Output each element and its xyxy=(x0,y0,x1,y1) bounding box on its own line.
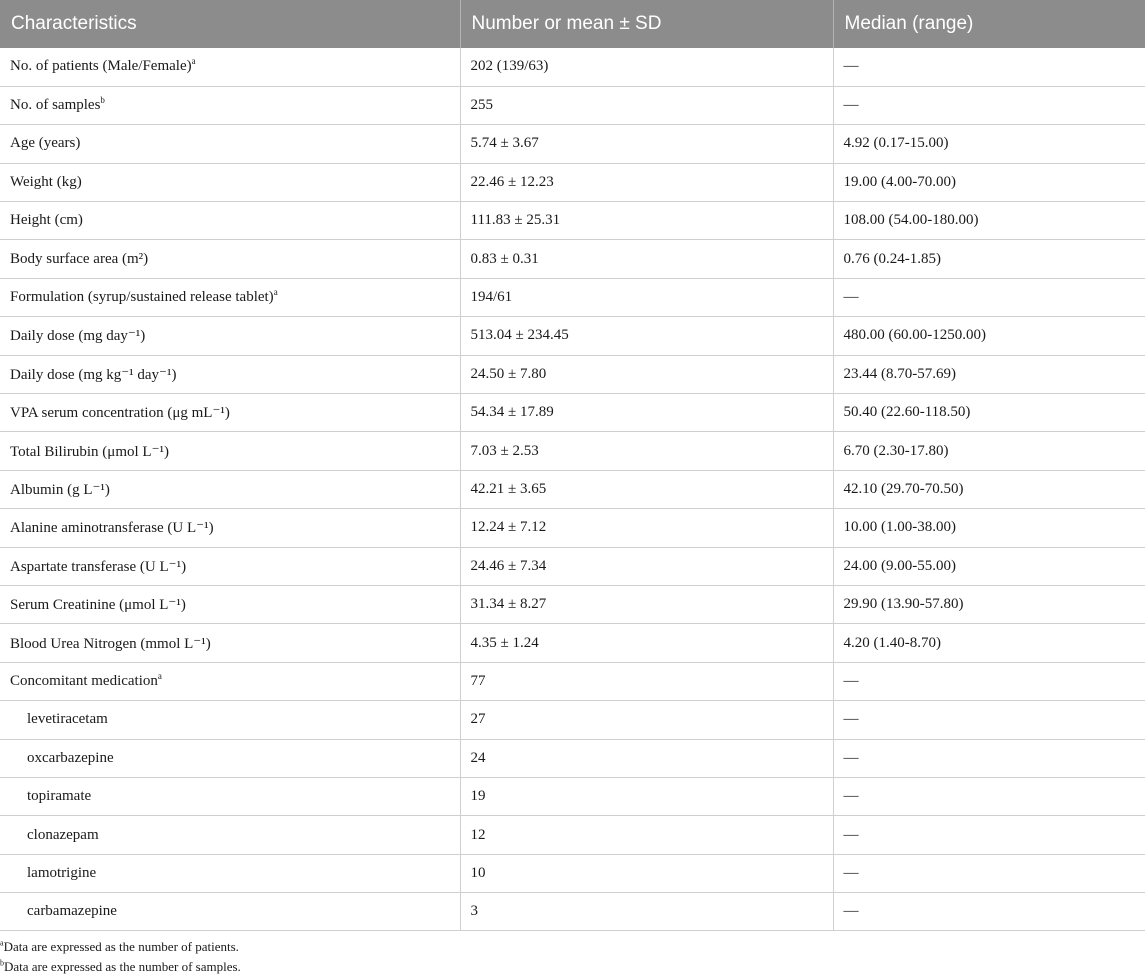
table-row xyxy=(0,278,1145,316)
footnote-marker: a xyxy=(191,56,196,67)
row-number-or-mean: 10 xyxy=(460,854,833,892)
table-row xyxy=(0,816,1145,854)
row-characteristic-label: levetiracetam xyxy=(27,711,108,728)
row-characteristic-label: Weight (kg) xyxy=(10,173,82,190)
row-median-range: — xyxy=(833,777,1145,815)
row-characteristic-label: topiramate xyxy=(27,788,92,805)
row-number-or-mean: 19 xyxy=(460,777,833,815)
row-characteristic xyxy=(0,240,460,278)
header-median-range: Median (range) xyxy=(833,0,1145,48)
row-characteristic-label: Total Bilirubin (μmol L⁻¹) xyxy=(10,443,169,460)
row-number-or-mean: 77 xyxy=(460,662,833,700)
row-characteristic xyxy=(0,854,460,892)
table-row xyxy=(0,355,1145,393)
table-row xyxy=(0,585,1145,623)
row-characteristic xyxy=(0,278,460,316)
table-row xyxy=(0,854,1145,892)
row-number-or-mean: 27 xyxy=(460,701,833,739)
footnote-marker: a xyxy=(273,287,278,298)
footnote-text: Data are expressed as the number of patients. xyxy=(3,939,239,954)
row-number-or-mean: 0.83 ± 0.31 xyxy=(460,240,833,278)
row-characteristic xyxy=(0,202,460,240)
row-median-range: — xyxy=(833,662,1145,700)
row-median-range: 50.40 (22.60-118.50) xyxy=(833,394,1145,432)
row-characteristic-label: Body surface area (m²) xyxy=(10,250,149,267)
row-characteristic-label: Alanine aminotransferase (U L⁻¹) xyxy=(10,520,214,537)
row-characteristic xyxy=(0,739,460,777)
row-number-or-mean: 42.21 ± 3.65 xyxy=(460,470,833,508)
row-number-or-mean: 194/61 xyxy=(460,278,833,316)
row-number-or-mean: 202 (139/63) xyxy=(460,48,833,86)
row-characteristic xyxy=(0,585,460,623)
row-median-range: — xyxy=(833,893,1145,931)
row-characteristic-label: Daily dose (mg day⁻¹) xyxy=(10,328,146,345)
table-row xyxy=(0,48,1145,86)
row-characteristic xyxy=(0,509,460,547)
row-number-or-mean: 5.74 ± 3.67 xyxy=(460,125,833,163)
table-row xyxy=(0,317,1145,355)
row-number-or-mean: 12.24 ± 7.12 xyxy=(460,509,833,547)
footnote-marker: b xyxy=(100,95,105,106)
table-footnotes xyxy=(0,937,1145,977)
row-median-range: 480.00 (60.00-1250.00) xyxy=(833,317,1145,355)
row-median-range: — xyxy=(833,701,1145,739)
row-characteristic xyxy=(0,125,460,163)
table-row xyxy=(0,125,1145,163)
row-median-range: 19.00 (4.00-70.00) xyxy=(833,163,1145,201)
row-characteristic xyxy=(0,701,460,739)
table-row xyxy=(0,701,1145,739)
row-number-or-mean: 54.34 ± 17.89 xyxy=(460,394,833,432)
row-median-range: 108.00 (54.00-180.00) xyxy=(833,202,1145,240)
row-characteristic xyxy=(0,355,460,393)
row-median-range: 4.20 (1.40-8.70) xyxy=(833,624,1145,662)
row-characteristic-label: Albumin (g L⁻¹) xyxy=(10,481,110,498)
table-row xyxy=(0,394,1145,432)
table-row xyxy=(0,163,1145,201)
table-row xyxy=(0,86,1145,124)
table-row xyxy=(0,470,1145,508)
row-characteristic xyxy=(0,893,460,931)
table-body xyxy=(0,48,1145,931)
table-row xyxy=(0,240,1145,278)
table-row xyxy=(0,202,1145,240)
table-row xyxy=(0,739,1145,777)
header-characteristics: Characteristics xyxy=(0,0,460,48)
row-characteristic-label: No. of patients (Male/Female) xyxy=(10,58,192,75)
row-characteristic xyxy=(0,470,460,508)
row-characteristic xyxy=(0,48,460,86)
row-characteristic-label: Height (cm) xyxy=(10,212,83,229)
footnote xyxy=(0,937,1145,957)
row-number-or-mean: 111.83 ± 25.31 xyxy=(460,202,833,240)
table-row xyxy=(0,624,1145,662)
row-number-or-mean: 31.34 ± 8.27 xyxy=(460,585,833,623)
row-characteristic xyxy=(0,317,460,355)
row-median-range: 29.90 (13.90-57.80) xyxy=(833,585,1145,623)
row-characteristic xyxy=(0,777,460,815)
row-characteristic-label: lamotrigine xyxy=(27,864,97,881)
table-header-row xyxy=(0,0,1145,48)
row-median-range: 10.00 (1.00-38.00) xyxy=(833,509,1145,547)
table-row xyxy=(0,893,1145,931)
table-row xyxy=(0,509,1145,547)
row-characteristic xyxy=(0,86,460,124)
table-row xyxy=(0,547,1145,585)
table-row xyxy=(0,777,1145,815)
row-characteristic xyxy=(0,163,460,201)
row-characteristic xyxy=(0,394,460,432)
row-characteristic-label: Aspartate transferase (U L⁻¹) xyxy=(10,558,187,575)
row-median-range: 24.00 (9.00-55.00) xyxy=(833,547,1145,585)
row-median-range: 42.10 (29.70-70.50) xyxy=(833,470,1145,508)
row-characteristic xyxy=(0,432,460,470)
row-characteristic-label: No. of samples xyxy=(10,97,101,114)
row-number-or-mean: 513.04 ± 234.45 xyxy=(460,317,833,355)
row-characteristic xyxy=(0,662,460,700)
row-median-range: 0.76 (0.24-1.85) xyxy=(833,240,1145,278)
table-row xyxy=(0,432,1145,470)
row-characteristic-label: Formulation (syrup/sustained release tablet) xyxy=(10,289,274,306)
row-number-or-mean: 24.46 ± 7.34 xyxy=(460,547,833,585)
row-number-or-mean: 4.35 ± 1.24 xyxy=(460,624,833,662)
row-characteristic-label: oxcarbazepine xyxy=(27,749,114,766)
row-median-range: — xyxy=(833,48,1145,86)
row-characteristic-label: VPA serum concentration (μg mL⁻¹) xyxy=(10,405,230,422)
row-median-range: 6.70 (2.30-17.80) xyxy=(833,432,1145,470)
row-median-range: 4.92 (0.17-15.00) xyxy=(833,125,1145,163)
row-number-or-mean: 7.03 ± 2.53 xyxy=(460,432,833,470)
footnote-text: Data are expressed as the number of samples. xyxy=(4,959,241,974)
row-number-or-mean: 24 xyxy=(460,739,833,777)
row-median-range: — xyxy=(833,854,1145,892)
row-characteristic-label: Serum Creatinine (μmol L⁻¹) xyxy=(10,597,186,614)
footnote xyxy=(0,957,1145,977)
row-median-range: — xyxy=(833,739,1145,777)
header-number-mean-sd: Number or mean ± SD xyxy=(460,0,833,48)
row-characteristic-label: Blood Urea Nitrogen (mmol L⁻¹) xyxy=(10,635,211,652)
footnote-mark: a xyxy=(0,938,4,948)
row-characteristic-label: clonazepam xyxy=(27,826,99,843)
row-number-or-mean: 255 xyxy=(460,86,833,124)
row-number-or-mean: 24.50 ± 7.80 xyxy=(460,355,833,393)
row-characteristic-label: carbamazepine xyxy=(27,903,117,920)
row-number-or-mean: 12 xyxy=(460,816,833,854)
row-characteristic xyxy=(0,624,460,662)
row-median-range: 23.44 (8.70-57.69) xyxy=(833,355,1145,393)
row-characteristic-label: Daily dose (mg kg⁻¹ day⁻¹) xyxy=(10,366,177,383)
footnote-marker: a xyxy=(157,670,162,681)
row-characteristic xyxy=(0,816,460,854)
footnote-mark: b xyxy=(0,958,4,968)
row-median-range: — xyxy=(833,86,1145,124)
row-median-range: — xyxy=(833,816,1145,854)
table-row xyxy=(0,662,1145,700)
row-characteristic xyxy=(0,547,460,585)
row-characteristic-label: Concomitant medication xyxy=(10,672,158,689)
row-characteristic-label: Age (years) xyxy=(10,135,81,152)
row-number-or-mean: 3 xyxy=(460,893,833,931)
row-median-range: — xyxy=(833,278,1145,316)
row-number-or-mean: 22.46 ± 12.23 xyxy=(460,163,833,201)
